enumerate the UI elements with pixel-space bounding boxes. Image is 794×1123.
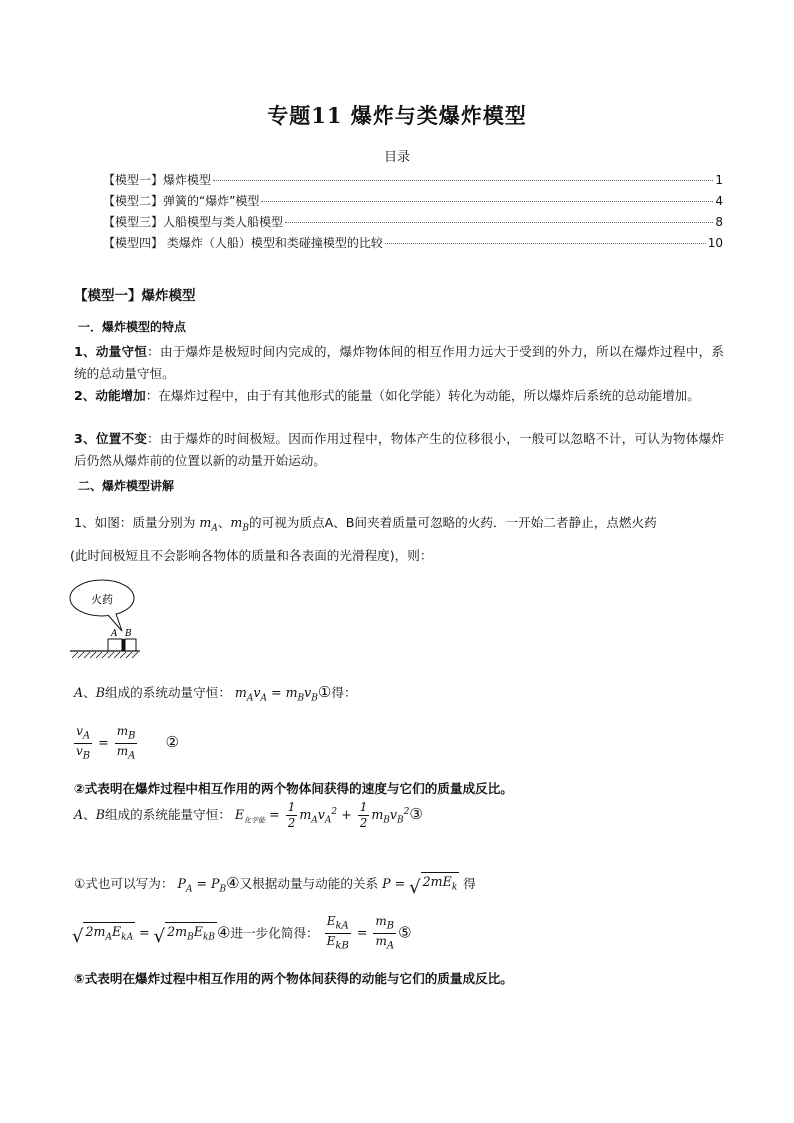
point-term: 1、动量守恒 [74, 344, 148, 359]
ratio-equation: $\frac{v_A}{v_B}$ = $\frac{m_B}{m_A}$ ② [76, 724, 179, 762]
point-term: 3、位置不变 [74, 431, 148, 446]
toc-leader [385, 243, 706, 244]
eq-marker: ② [165, 733, 179, 752]
toc-heading: 目录 [383, 150, 410, 165]
simplify-text: 进一步化简得： [230, 925, 319, 941]
rewrite-line: ①式也可以写为： $P_A$ = $P_B④$又根据动量与动能的关系 P = √ $2mE_k$ 得 [74, 873, 476, 898]
conclusion-energy: ⑤式表明在爆炸过程中相互作用的两个物体间获得的动能与它们的质量成反比。 [74, 971, 513, 986]
problem-line [70, 545, 432, 564]
point-text: ：在爆炸过程中，由于有其他形式的能量（如化学能）转化为动能，所以爆炸后系统的总动能增加。 [145, 388, 700, 403]
eq-marker: ④ [226, 873, 240, 892]
subsection-heading: 二、爆炸模型讲解 [78, 479, 175, 493]
toc-entry[interactable] [103, 193, 723, 209]
problem-text: (此时间极短且不会影响各物体的质量和各表面的光滑程度)，则： [70, 548, 433, 563]
label-a: A [111, 629, 118, 639]
section-heading: 【模型一】爆炸模型 [74, 288, 196, 304]
page-title: 专题11 爆炸与类爆炸模型 [267, 103, 527, 128]
toc-entry-label: 【模型一】爆炸模型 [103, 173, 212, 187]
label-b: B [125, 629, 132, 639]
eq-marker: ① [317, 683, 332, 701]
toc-entry[interactable] [103, 235, 723, 251]
eq-marker: ④ [217, 923, 231, 942]
subsection-heading: 一．爆炸模型的特点 [78, 320, 187, 334]
toc-entry-page: 10 [707, 236, 723, 250]
conclusion-velocity: ②式表明在爆炸过程中相互作用的两个物体间获得的速度与它们的质量成反比。 [74, 781, 513, 796]
kinetic-line: √ $2m_AE_{kA}$ = √ $2m_BE_{kB}$ ④进一步化简得： $\frac{E_{kA}}{E_{kB}}$ = $\frac{m_B}{m_A}$ ⑤ [72, 914, 412, 952]
eq-marker: ⑤ [398, 923, 412, 942]
momentum-tail: 得： [331, 685, 357, 700]
block-a [108, 639, 122, 651]
toc-entry[interactable] [103, 172, 723, 188]
math-masses: $m_A$ [199, 515, 218, 534]
point-paragraph [74, 385, 724, 407]
energy-line: A、B组成的系统能量守恒： $E_{化学能}$ = $\frac{1}{2}$ $m_Av_A^2$ + $\frac{1}{2}$ $m_Bv_B^2③$ [74, 800, 423, 830]
problem-text: 1、如图：质量分别为 [74, 515, 196, 530]
rewrite-text: 又根据动量与动能的关系 [239, 875, 379, 891]
momentum-equation: $m_Av_A = m_Bv_B$ [234, 685, 318, 704]
block-b [125, 639, 136, 651]
toc-entry-label: 【模型四】 类爆炸（人船）模型和类碰撞模型的比较 [103, 236, 383, 250]
toc-entry-page: 8 [715, 215, 723, 229]
momentum-label: 组成的系统动量守恒： [104, 685, 231, 700]
toc-entry-page: 1 [715, 173, 723, 187]
ground-hatch [72, 652, 138, 658]
toc-entry[interactable] [103, 214, 723, 230]
toc-leader [285, 222, 713, 223]
point-paragraph [74, 428, 724, 472]
toc-leader [261, 201, 713, 202]
energy-equation: $E_{化学能}$ = $\frac{1}{2}$ $m_Av_A^2$ + $\frac{1}{2}$ $m_Bv_B^2$ [234, 800, 410, 830]
bubble-text: 火药 [91, 593, 113, 606]
point-text: ：由于爆炸是极短时间内完成的，爆炸物体间的相互作用力远大于受到的外力，所以在爆炸过程中，系统的总动量守恒。 [74, 344, 725, 381]
toc-entry-label: 【模型三】人船模型与类人船模型 [103, 215, 284, 229]
rewrite-text: 得 [463, 875, 476, 891]
explosion-diagram [68, 578, 143, 666]
eq-marker: ③ [409, 805, 423, 823]
toc-entry-page: 4 [715, 194, 723, 208]
toc-entry-label: 【模型二】弹簧的“爆炸”模型 [103, 194, 260, 208]
problem-text: 的可视为质点A、B间夹着质量可忽略的火药．一开始二者静止，点燃火药 [249, 515, 657, 530]
point-text: ：由于爆炸的时间极短。因而作用过程中，物体产生的位移很小，一般可以忽略不计，可认为物体爆炸后仍然从爆炸前的位置以新的动量开始运动。 [74, 431, 725, 468]
toc-leader [213, 180, 713, 181]
rewrite-text: ①式也可以写为： [74, 875, 174, 891]
point-term: 2、动能增加 [74, 388, 146, 403]
point-paragraph [74, 341, 724, 385]
momentum-line: A、B组成的系统动量守恒： $m_Av_A$ = $m_Bv_B①$得： [74, 683, 357, 704]
problem-line: 1、如图：质量分别为 $m_A$、$m_B$的可视为质点A、B间夹着质量可忽略的火药．一开始二者静止，点燃火药 [74, 515, 657, 534]
energy-label: 组成的系统能量守恒： [104, 807, 231, 822]
